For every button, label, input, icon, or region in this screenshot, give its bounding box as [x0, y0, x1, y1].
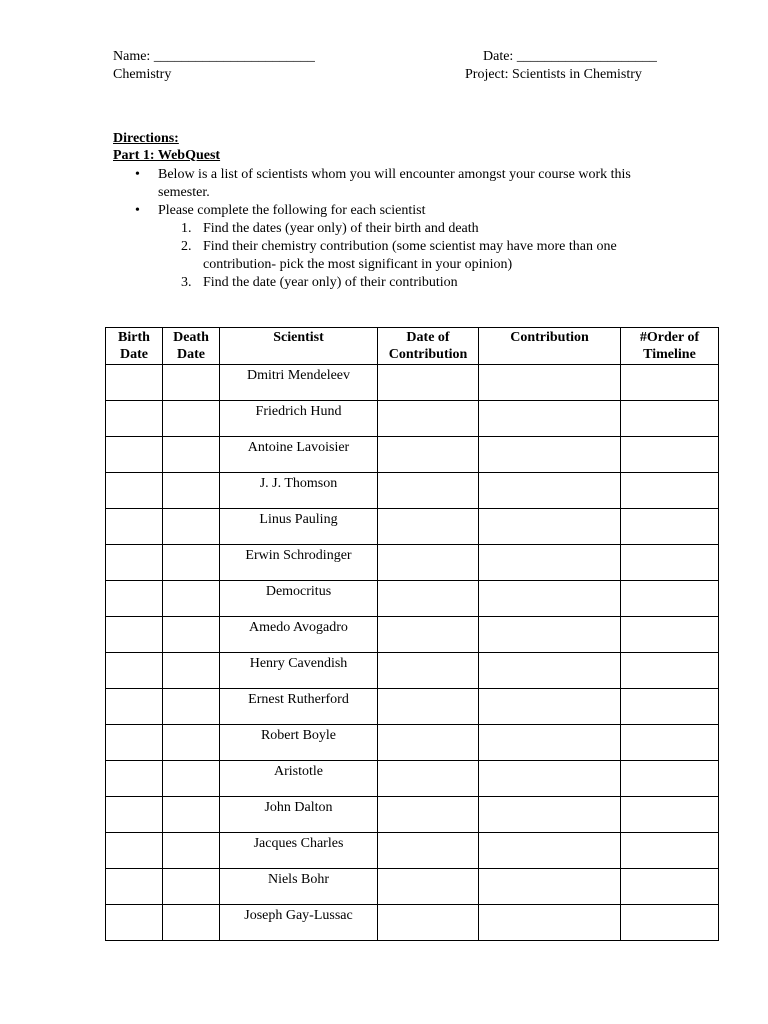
table-row: [106, 437, 719, 473]
scientist-name-cell: Jacques Charles: [220, 833, 378, 869]
order-of-timeline-cell[interactable]: [621, 797, 719, 833]
date-of-contribution-cell[interactable]: [378, 437, 479, 473]
steps-list: [158, 220, 673, 292]
table-row: [106, 365, 719, 401]
contribution-cell[interactable]: [479, 437, 621, 473]
header-birth-date: Birth Date: [106, 328, 163, 365]
header-order-of-timeline: #Order of Timeline: [621, 328, 719, 365]
death-date-cell[interactable]: [163, 473, 220, 509]
scientist-name-cell: Friedrich Hund: [220, 401, 378, 437]
death-date-cell[interactable]: [163, 833, 220, 869]
birth-date-cell[interactable]: [106, 545, 163, 581]
step-number: 1.: [181, 221, 192, 236]
birth-date-cell[interactable]: [106, 761, 163, 797]
step-item: [158, 274, 673, 292]
birth-date-cell[interactable]: [106, 437, 163, 473]
contribution-cell[interactable]: [479, 545, 621, 581]
table-row: [106, 401, 719, 437]
order-of-timeline-cell[interactable]: [621, 581, 719, 617]
bullet-text: Please complete the following for each scientist: [158, 203, 426, 218]
death-date-cell[interactable]: [163, 797, 220, 833]
bullet-item: [113, 202, 673, 220]
date-of-contribution-cell[interactable]: [378, 761, 479, 797]
date-of-contribution-cell[interactable]: [378, 689, 479, 725]
death-date-cell[interactable]: [163, 905, 220, 941]
table-row: [106, 581, 719, 617]
bullet-icon: •: [135, 203, 140, 218]
directions-block: [113, 130, 220, 164]
birth-date-cell[interactable]: [106, 473, 163, 509]
contribution-cell[interactable]: [479, 689, 621, 725]
date-of-contribution-cell[interactable]: [378, 725, 479, 761]
contribution-cell[interactable]: [479, 725, 621, 761]
table-row: [106, 833, 719, 869]
order-of-timeline-cell[interactable]: [621, 509, 719, 545]
order-of-timeline-cell[interactable]: [621, 473, 719, 509]
birth-date-cell[interactable]: [106, 653, 163, 689]
date-of-contribution-cell[interactable]: [378, 833, 479, 869]
date-of-contribution-cell[interactable]: [378, 905, 479, 941]
death-date-cell[interactable]: [163, 725, 220, 761]
header-date-of-contribution: Date of Contribution: [378, 328, 479, 365]
death-date-cell[interactable]: [163, 689, 220, 725]
contribution-cell[interactable]: [479, 617, 621, 653]
scientist-name-cell: Dmitri Mendeleev: [220, 365, 378, 401]
scientist-name-cell: John Dalton: [220, 797, 378, 833]
birth-date-cell[interactable]: [106, 365, 163, 401]
table-row: [106, 545, 719, 581]
order-of-timeline-cell[interactable]: [621, 761, 719, 797]
birth-date-cell[interactable]: [106, 509, 163, 545]
contribution-cell[interactable]: [479, 473, 621, 509]
date-of-contribution-cell[interactable]: [378, 653, 479, 689]
header-contribution: Contribution: [479, 328, 621, 365]
contribution-cell[interactable]: [479, 797, 621, 833]
date-field-label: Date: ____________________: [483, 49, 657, 64]
date-of-contribution-cell[interactable]: [378, 365, 479, 401]
death-date-cell[interactable]: [163, 581, 220, 617]
table-row: [106, 797, 719, 833]
contribution-cell[interactable]: [479, 365, 621, 401]
name-field-label: Name: _______________________: [113, 49, 315, 64]
table-row: [106, 473, 719, 509]
contribution-cell[interactable]: [479, 833, 621, 869]
header-scientist: Scientist: [220, 328, 378, 365]
birth-date-cell[interactable]: [106, 725, 163, 761]
scientist-name-cell: Henry Cavendish: [220, 653, 378, 689]
contribution-cell[interactable]: [479, 581, 621, 617]
scientist-name-cell: Antoine Lavoisier: [220, 437, 378, 473]
birth-date-cell[interactable]: [106, 689, 163, 725]
order-of-timeline-cell[interactable]: [621, 833, 719, 869]
contribution-cell[interactable]: [479, 869, 621, 905]
birth-date-cell[interactable]: [106, 581, 163, 617]
birth-date-cell[interactable]: [106, 401, 163, 437]
order-of-timeline-cell[interactable]: [621, 725, 719, 761]
table-row: [106, 617, 719, 653]
date-of-contribution-cell[interactable]: [378, 473, 479, 509]
death-date-cell[interactable]: [163, 653, 220, 689]
table-row: [106, 761, 719, 797]
step-item: [158, 238, 673, 274]
scientist-name-cell: Ernest Rutherford: [220, 689, 378, 725]
date-of-contribution-cell[interactable]: [378, 869, 479, 905]
death-date-cell[interactable]: [163, 365, 220, 401]
part-heading: Part 1: WebQuest: [113, 148, 221, 163]
table-row: [106, 689, 719, 725]
birth-date-cell[interactable]: [106, 833, 163, 869]
header-death-date: Death Date: [163, 328, 220, 365]
project-label: Project: Scientists in Chemistry: [465, 67, 642, 82]
table-header-row: [106, 328, 719, 365]
scientist-name-cell: Aristotle: [220, 761, 378, 797]
step-text: Find the dates (year only) of their birth and death: [203, 221, 479, 236]
scientist-name-cell: Joseph Gay-Lussac: [220, 905, 378, 941]
scientist-name-cell: Niels Bohr: [220, 869, 378, 905]
course-label: Chemistry: [113, 67, 172, 82]
bullet-text: Below is a list of scientists whom you will encounter amongst your course work this semester.: [158, 167, 631, 200]
birth-date-cell[interactable]: [106, 905, 163, 941]
scientists-table: [105, 327, 719, 941]
step-text: Find their chemistry contribution (some scientist may have more than one contribution- pick the most significant in your opinion): [203, 239, 617, 272]
death-date-cell[interactable]: [163, 509, 220, 545]
table-body: [106, 365, 719, 941]
date-of-contribution-cell[interactable]: [378, 401, 479, 437]
birth-date-cell[interactable]: [106, 869, 163, 905]
table-row: [106, 509, 719, 545]
order-of-timeline-cell[interactable]: [621, 401, 719, 437]
death-date-cell[interactable]: [163, 545, 220, 581]
scientist-name-cell: Democritus: [220, 581, 378, 617]
death-date-cell[interactable]: [163, 437, 220, 473]
bullet-icon: •: [135, 167, 140, 182]
contribution-cell[interactable]: [479, 761, 621, 797]
contribution-cell[interactable]: [479, 653, 621, 689]
scientist-name-cell: Linus Pauling: [220, 509, 378, 545]
instructions-list: [113, 166, 673, 292]
date-of-contribution-cell[interactable]: [378, 797, 479, 833]
date-of-contribution-cell[interactable]: [378, 509, 479, 545]
table-row: [106, 869, 719, 905]
scientist-name-cell: J. J. Thomson: [220, 473, 378, 509]
contribution-cell[interactable]: [479, 401, 621, 437]
step-number: 3.: [181, 275, 192, 290]
death-date-cell[interactable]: [163, 869, 220, 905]
table-row: [106, 653, 719, 689]
scientist-name-cell: Robert Boyle: [220, 725, 378, 761]
scientist-name-cell: Amedo Avogadro: [220, 617, 378, 653]
table-row: [106, 725, 719, 761]
order-of-timeline-cell[interactable]: [621, 437, 719, 473]
order-of-timeline-cell[interactable]: [621, 689, 719, 725]
table-row: [106, 905, 719, 941]
date-of-contribution-cell[interactable]: [378, 545, 479, 581]
order-of-timeline-cell[interactable]: [621, 365, 719, 401]
step-number: 2.: [181, 239, 192, 254]
bullet-item: [113, 166, 673, 202]
birth-date-cell[interactable]: [106, 617, 163, 653]
death-date-cell[interactable]: [163, 761, 220, 797]
birth-date-cell[interactable]: [106, 797, 163, 833]
order-of-timeline-cell[interactable]: [621, 545, 719, 581]
date-of-contribution-cell[interactable]: [378, 581, 479, 617]
order-of-timeline-cell[interactable]: [621, 869, 719, 905]
death-date-cell[interactable]: [163, 401, 220, 437]
step-item: [158, 220, 673, 238]
directions-heading: Directions:: [113, 131, 179, 146]
contribution-cell[interactable]: [479, 905, 621, 941]
order-of-timeline-cell[interactable]: [621, 905, 719, 941]
death-date-cell[interactable]: [163, 617, 220, 653]
contribution-cell[interactable]: [479, 509, 621, 545]
step-text: Find the date (year only) of their contribution: [203, 275, 458, 290]
date-of-contribution-cell[interactable]: [378, 617, 479, 653]
order-of-timeline-cell[interactable]: [621, 617, 719, 653]
order-of-timeline-cell[interactable]: [621, 653, 719, 689]
scientist-name-cell: Erwin Schrodinger: [220, 545, 378, 581]
